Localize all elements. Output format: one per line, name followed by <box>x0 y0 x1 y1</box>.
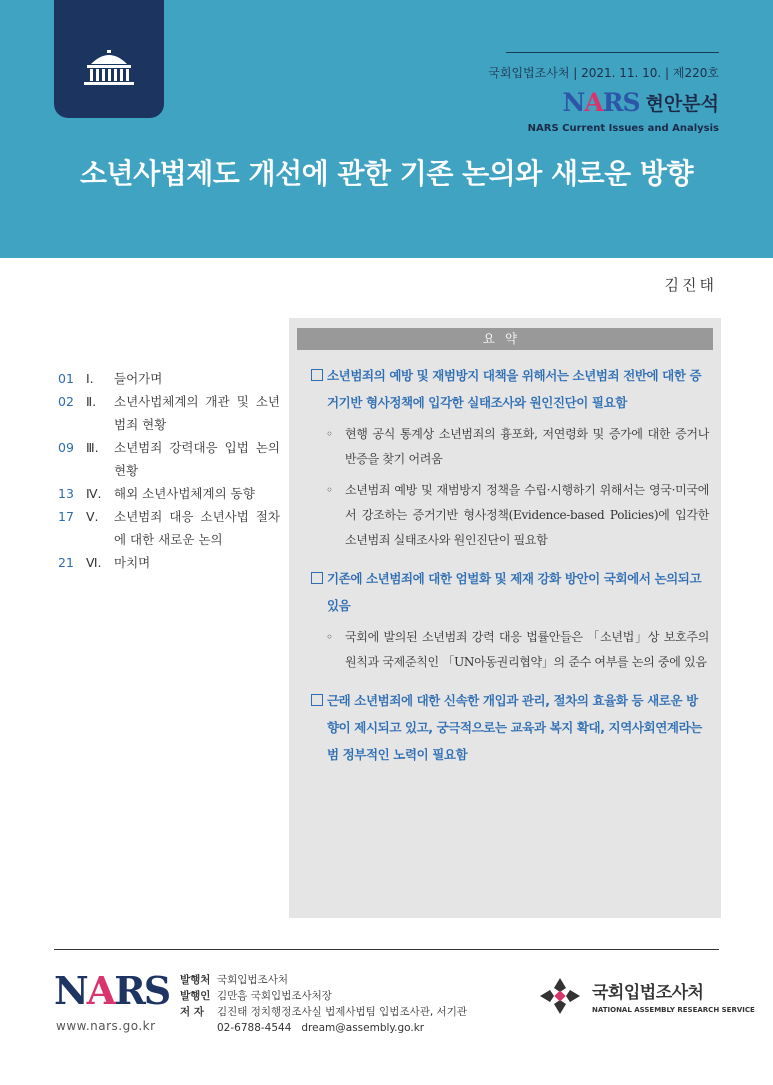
section-title-text: 근래 소년범죄에 대한 신속한 개입과 관리, 절차의 효율화 등 새로운 방향이 제시되고 있고, 궁극적으로는 교육과 복지 확대, 지역사회연계라는 범 정부적인 노력이 필요함 <box>327 693 702 762</box>
toc-page: 17 <box>58 509 74 524</box>
nars-wordmark: NARS <box>562 88 640 117</box>
toc-number: Ⅰ. <box>86 371 94 386</box>
bullet-item: ◦ 소년범죄 예방 및 재범방지 정책을 수립·시행하기 위해서는 영국·미국에서 강조하는 증거기반 형사정책(Evidence-based Policies)에 입각한 소년범죄 실태조사와 원인진단이 필요함 <box>311 478 709 553</box>
section-title <box>311 565 709 619</box>
toc-number: Ⅳ. <box>86 486 102 501</box>
national-assembly-building-icon <box>81 48 137 88</box>
header-banner <box>0 0 773 258</box>
contact-value: 02-6788-4544 dream@assembly.go.kr <box>217 1022 425 1034</box>
toc-page: 02 <box>58 394 74 409</box>
footer-divider <box>54 949 719 950</box>
publication-info <box>180 972 467 1036</box>
toc-text: 소년범죄 강력대응 입법 논의 현황 <box>114 440 280 478</box>
series-subtitle: NARS Current Issues and Analysis <box>527 123 719 134</box>
toc-item[interactable] <box>58 390 280 436</box>
toc-number: Ⅱ. <box>86 394 97 409</box>
footer-nars-logo: NARS <box>54 968 170 1013</box>
toc-number: Ⅴ. <box>86 509 99 524</box>
issuer-value: 김만흠 국회입법조사처장 <box>217 990 332 1002</box>
table-of-contents <box>58 367 280 574</box>
toc-text: 들어가며 <box>114 371 163 386</box>
checkbox-square-icon <box>311 369 323 381</box>
bullet-item: ◦ 현행 공식 통계상 소년범죄의 흉포화, 저연령화 및 증가에 대한 증거나 반증을 찾기 어려움 <box>311 422 709 472</box>
toc-item[interactable] <box>58 367 280 390</box>
toc-text: 마치며 <box>114 555 151 570</box>
summary-section <box>289 350 721 553</box>
page-title: 소년사법제도 개선에 관한 기존 논의와 새로운 방향 <box>80 157 693 190</box>
toc-page: 01 <box>58 371 74 386</box>
org-name-en: NATIONAL ASSEMBLY RESEARCH SERVICE <box>592 1006 755 1014</box>
summary-box <box>289 318 721 918</box>
toc-page: 21 <box>58 555 74 570</box>
org-logo <box>536 976 755 1016</box>
series-brand <box>562 88 719 117</box>
toc-text: 소년사법체계의 개관 및 소년범죄 현황 <box>114 394 280 432</box>
website-link[interactable]: www.nars.go.kr <box>56 1019 156 1033</box>
meta-divider <box>506 52 719 53</box>
section-title-text: 기존에 소년범죄에 대한 엄벌화 및 제재 강화 방안이 국회에서 논의되고 있음 <box>327 571 702 613</box>
toc-item[interactable] <box>58 482 280 505</box>
toc-text: 소년범죄 대응 소년사법 절차에 대한 새로운 논의 <box>114 509 280 547</box>
checkbox-square-icon <box>311 572 323 584</box>
toc-item[interactable] <box>58 551 280 574</box>
writer-value: 김진태 정치행정조사실 법제사법팀 입법조사관, 서기관 <box>217 1006 467 1018</box>
bullet-item: ◦ 국회에 발의된 소년범죄 강력 대응 법률안들은 「소년법」상 보호주의 원칙과 국제준칙인 「UN아동권리협약」의 준수 여부를 논의 중에 있음 <box>311 625 709 675</box>
toc-item[interactable] <box>58 436 280 482</box>
toc-text: 해외 소년사법체계의 동향 <box>114 486 255 501</box>
writer-label: 저 자 <box>180 1006 204 1018</box>
section-title <box>311 687 709 768</box>
toc-number: Ⅲ. <box>86 440 99 455</box>
issuer-label: 발행인 <box>180 990 211 1002</box>
series-title: 현안분석 <box>645 93 719 115</box>
logo-tab <box>54 0 164 118</box>
summary-section <box>289 553 721 675</box>
org-name: 국회입법조사처 <box>592 983 704 1003</box>
summary-heading: 요약 <box>297 328 713 350</box>
toc-page: 13 <box>58 486 74 501</box>
publisher-value: 국회입법조사처 <box>217 974 289 986</box>
issue-meta: 국회입법조사처 | 2021. 11. 10. | 제220호 <box>488 66 719 80</box>
toc-page: 09 <box>58 440 74 455</box>
nars-emblem-icon <box>536 976 584 1016</box>
section-title-text: 소년범죄의 예방 및 재범방지 대책을 위해서는 소년범죄 전반에 대한 증거기반 형사정책에 입각한 실태조사와 원인진단이 필요함 <box>327 368 702 410</box>
summary-section <box>289 675 721 768</box>
section-title <box>311 362 709 416</box>
author-name: 김진태 <box>664 276 717 294</box>
toc-item[interactable] <box>58 505 280 551</box>
publisher-label: 발행처 <box>180 974 211 986</box>
checkbox-square-icon <box>311 694 323 706</box>
toc-number: Ⅵ. <box>86 555 102 570</box>
